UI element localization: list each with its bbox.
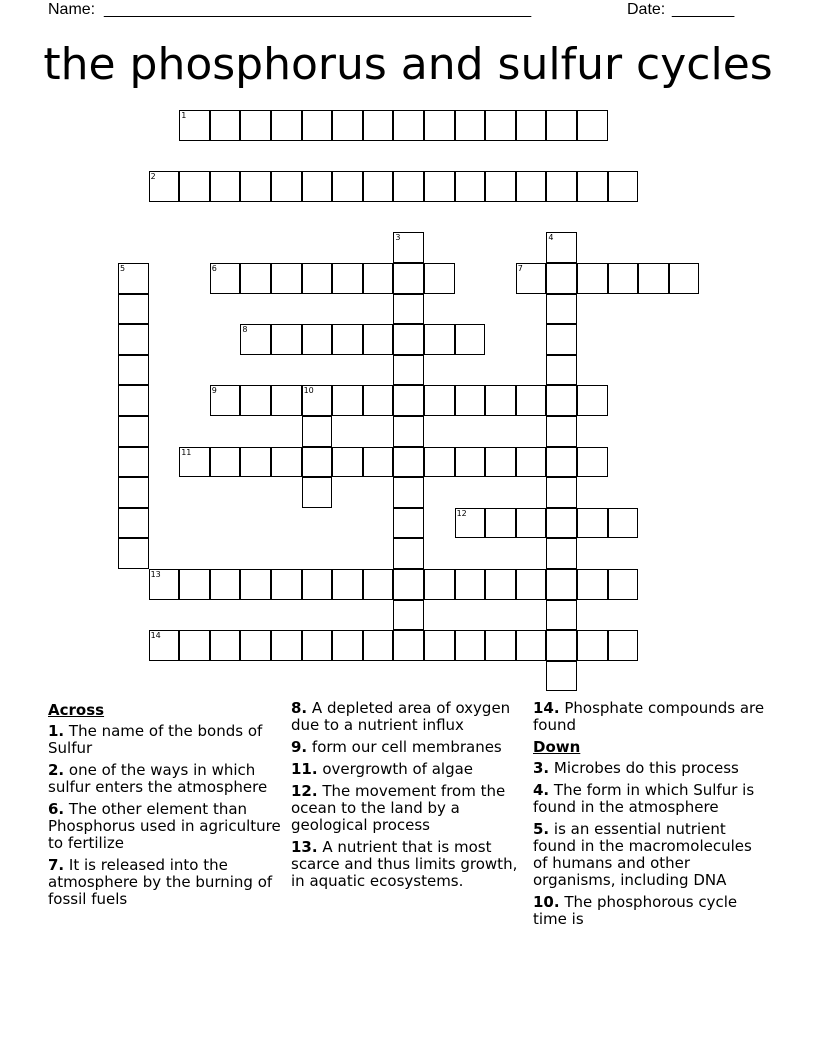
crossword-cell[interactable] — [424, 569, 455, 600]
clue-across-6 — [48, 801, 284, 852]
crossword-cell[interactable] — [669, 263, 700, 294]
crossword-cell[interactable] — [546, 416, 577, 447]
crossword-cell[interactable] — [393, 355, 424, 386]
crossword-cell[interactable] — [393, 294, 424, 325]
crossword-cell[interactable] — [577, 447, 608, 478]
crossword-cell[interactable] — [210, 110, 241, 141]
crossword-cell[interactable] — [546, 661, 577, 692]
across-heading: Across — [48, 701, 105, 719]
crossword-cell[interactable] — [577, 508, 608, 539]
crossword-cell[interactable] — [240, 385, 271, 416]
crossword-cell[interactable] — [302, 416, 333, 447]
crossword-cell[interactable] — [424, 171, 455, 202]
crossword-cell[interactable] — [118, 447, 149, 478]
crossword-cell[interactable] — [546, 569, 577, 600]
crossword-cell[interactable] — [485, 447, 516, 478]
crossword-cell[interactable] — [546, 508, 577, 539]
clue-number-label: 14 — [150, 631, 161, 641]
crossword-cell[interactable] — [424, 263, 455, 294]
crossword-cell[interactable] — [485, 110, 516, 141]
crossword-cell[interactable] — [271, 171, 302, 202]
crossword-cell[interactable] — [118, 416, 149, 447]
crossword-cell[interactable] — [118, 508, 149, 539]
clue-number: 6. — [48, 800, 65, 818]
clue-number-label: 2 — [150, 172, 156, 182]
crossword-cell[interactable] — [302, 630, 333, 661]
crossword-cell[interactable] — [118, 385, 149, 416]
clue-text: The name of the bonds of Sulfur — [48, 722, 263, 757]
crossword-cell[interactable] — [149, 171, 180, 202]
date-label: Date: — [627, 1, 666, 18]
clue-number: 4. — [533, 781, 550, 799]
crossword-cell[interactable] — [271, 263, 302, 294]
crossword-cell[interactable] — [393, 416, 424, 447]
crossword-cell[interactable] — [210, 385, 241, 416]
clue-number-label: 7 — [517, 264, 523, 273]
clue-number-label: 1 — [181, 111, 187, 120]
crossword-cell[interactable] — [332, 630, 363, 661]
clue-text: A nutrient that is most scarce and thus limits growth, in aquatic ecosystems. — [291, 838, 518, 890]
crossword-cell[interactable] — [363, 263, 394, 294]
crossword-cell[interactable] — [546, 538, 577, 569]
crossword-cell[interactable] — [363, 569, 394, 600]
crossword-cell[interactable] — [240, 171, 271, 202]
crossword-cell[interactable] — [118, 477, 149, 508]
clue-text: The form in which Sulfur is found in the atmosphere — [533, 781, 755, 816]
clue-across-13 — [291, 839, 527, 890]
crossword-cell[interactable] — [332, 324, 363, 355]
crossword-cell[interactable] — [179, 171, 210, 202]
clue-across-2 — [48, 762, 284, 796]
clue-text: The movement from the ocean to the land by a geological process — [291, 782, 506, 834]
crossword-cell[interactable] — [485, 385, 516, 416]
clue-text: A depleted area of oxygen due to a nutrient influx — [291, 699, 511, 734]
clue-number: 2. — [48, 761, 65, 779]
crossword-cell[interactable] — [546, 263, 577, 294]
clue-across-7 — [48, 857, 284, 908]
crossword-cell[interactable] — [546, 294, 577, 325]
crossword-cell[interactable] — [516, 110, 547, 141]
clue-number-label: 13 — [150, 570, 161, 579]
page-title: the phosphorus and sulfur cycles — [43, 39, 773, 90]
clue-text: Microbes do this process — [553, 759, 739, 777]
clue-number: 3. — [533, 759, 550, 777]
crossword-cell[interactable] — [424, 385, 455, 416]
crossword-cell[interactable] — [149, 630, 180, 661]
crossword-cell[interactable] — [577, 110, 608, 141]
crossword-cell[interactable] — [546, 385, 577, 416]
clue-number-label: 12 — [456, 508, 467, 518]
crossword-cell[interactable] — [332, 385, 363, 416]
crossword-cell[interactable] — [149, 569, 180, 600]
crossword-cell[interactable] — [210, 263, 241, 294]
crossword-cell[interactable] — [577, 569, 608, 600]
crossword-cell[interactable] — [332, 171, 363, 202]
crossword-cell[interactable] — [363, 385, 394, 416]
crossword-cell[interactable] — [271, 447, 302, 478]
crossword-cell[interactable] — [393, 171, 424, 202]
crossword-cell[interactable] — [393, 110, 424, 141]
clue-down-4 — [533, 782, 769, 816]
crossword-cell[interactable] — [118, 294, 149, 325]
crossword-cell[interactable] — [546, 477, 577, 508]
crossword-cell[interactable] — [455, 630, 486, 661]
crossword-cell[interactable] — [516, 447, 547, 478]
crossword-cell[interactable] — [393, 569, 424, 600]
crossword-cell[interactable] — [393, 263, 424, 294]
crossword-cell[interactable] — [271, 385, 302, 416]
clue-text: It is released into the atmosphere by the burning of fossil fuels — [48, 856, 273, 908]
crossword-cell[interactable] — [271, 630, 302, 661]
crossword-cell[interactable] — [424, 447, 455, 478]
crossword-cell[interactable] — [393, 600, 424, 631]
clue-number-label: 6 — [211, 264, 217, 273]
name-field[interactable]: ________________________________________________ — [104, 1, 532, 18]
crossword-cell[interactable] — [546, 171, 577, 202]
crossword-cell[interactable] — [240, 324, 271, 355]
clue-down-5 — [533, 821, 769, 889]
clue-text: form our cell membranes — [311, 738, 502, 756]
crossword-cell[interactable] — [546, 110, 577, 141]
crossword-cell[interactable] — [455, 385, 486, 416]
crossword-cell[interactable] — [608, 263, 639, 294]
clue-text: The phosphorous cycle time is — [533, 893, 738, 928]
clue-number: 8. — [291, 699, 308, 717]
name-label: Name: — [48, 1, 96, 18]
crossword-cell[interactable] — [179, 110, 210, 141]
crossword-cell[interactable] — [271, 110, 302, 141]
crossword-cell[interactable] — [455, 110, 486, 141]
crossword-cell[interactable] — [363, 630, 394, 661]
crossword-cell[interactable] — [393, 477, 424, 508]
crossword-cell[interactable] — [516, 385, 547, 416]
crossword-cell[interactable] — [302, 385, 333, 416]
clue-number-label: 8 — [242, 325, 248, 335]
crossword-cell[interactable] — [393, 508, 424, 539]
crossword-cell[interactable] — [455, 569, 486, 600]
clue-number: 11. — [291, 760, 318, 778]
crossword-cell[interactable] — [546, 324, 577, 355]
crossword-cell[interactable] — [608, 630, 639, 661]
clue-column-2 — [291, 700, 527, 895]
crossword-cell[interactable] — [577, 263, 608, 294]
crossword-cell[interactable] — [393, 385, 424, 416]
clue-number-label: 4 — [548, 233, 554, 243]
crossword-cell[interactable] — [363, 110, 394, 141]
crossword-cell[interactable] — [240, 569, 271, 600]
clue-across-12 — [291, 783, 527, 834]
clue-text: Phosphate compounds are found — [533, 699, 765, 734]
crossword-cell[interactable] — [210, 569, 241, 600]
crossword-cell[interactable] — [424, 110, 455, 141]
date-field[interactable]: _______ — [672, 1, 735, 18]
crossword-cell[interactable] — [608, 508, 639, 539]
crossword-cell[interactable] — [485, 171, 516, 202]
crossword-cell[interactable] — [424, 324, 455, 355]
crossword-cell[interactable] — [302, 447, 333, 478]
crossword-cell[interactable] — [608, 569, 639, 600]
crossword-cell[interactable] — [516, 171, 547, 202]
crossword-cell[interactable] — [240, 110, 271, 141]
clue-text: is an essential nutrient found in the macromolecules of humans and other organisms, including DNA — [533, 820, 752, 889]
clue-number-label: 9 — [211, 386, 217, 396]
crossword-cell[interactable] — [302, 110, 333, 141]
crossword-cell[interactable] — [393, 447, 424, 478]
crossword-cell[interactable] — [179, 630, 210, 661]
crossword-cell[interactable] — [332, 569, 363, 600]
clue-number: 13. — [291, 838, 318, 856]
clue-down-10 — [533, 894, 769, 928]
crossword-cell[interactable] — [332, 263, 363, 294]
crossword-cell[interactable] — [393, 232, 424, 263]
crossword-cell[interactable] — [516, 508, 547, 539]
crossword-cell[interactable] — [577, 385, 608, 416]
crossword-cell[interactable] — [118, 263, 149, 294]
crossword-cell[interactable] — [363, 324, 394, 355]
clue-number: 9. — [291, 738, 308, 756]
clue-text: overgrowth of algae — [322, 760, 474, 778]
crossword-cell[interactable] — [638, 263, 669, 294]
crossword-cell[interactable] — [424, 630, 455, 661]
crossword-cell[interactable] — [546, 232, 577, 263]
crossword-cell[interactable] — [516, 263, 547, 294]
crossword-cell[interactable] — [546, 600, 577, 631]
clue-number: 7. — [48, 856, 65, 874]
crossword-cell[interactable] — [363, 447, 394, 478]
crossword-cell[interactable] — [485, 508, 516, 539]
crossword-cell[interactable] — [577, 630, 608, 661]
clue-across-1 — [48, 723, 284, 757]
crossword-cell[interactable] — [455, 447, 486, 478]
crossword-cell[interactable] — [210, 630, 241, 661]
clue-number: 14. — [533, 699, 560, 717]
clue-across-14 — [533, 700, 769, 734]
crossword-cell[interactable] — [302, 171, 333, 202]
crossword-cell[interactable] — [302, 569, 333, 600]
clue-column-3 — [533, 700, 769, 933]
crossword-cell[interactable] — [485, 630, 516, 661]
crossword-cell[interactable] — [455, 324, 486, 355]
crossword-cell[interactable] — [516, 630, 547, 661]
crossword-cell[interactable] — [393, 324, 424, 355]
crossword-cell[interactable] — [118, 355, 149, 386]
clue-across-8 — [291, 700, 527, 734]
crossword-cell[interactable] — [577, 171, 608, 202]
crossword-cell[interactable] — [455, 171, 486, 202]
crossword-cell[interactable] — [546, 355, 577, 386]
crossword-cell[interactable] — [546, 630, 577, 661]
clue-number-label: 5 — [120, 264, 126, 273]
crossword-cell[interactable] — [455, 508, 486, 539]
clue-column-1 — [48, 700, 284, 913]
clue-number: 10. — [533, 893, 560, 911]
clue-number: 1. — [48, 722, 65, 740]
clue-number-label: 3 — [395, 233, 401, 243]
clue-number-label: 10 — [303, 386, 314, 396]
clue-number-label: 11 — [181, 447, 192, 457]
crossword-cell[interactable] — [516, 569, 547, 600]
crossword-cell[interactable] — [363, 171, 394, 202]
down-heading: Down — [533, 738, 581, 756]
crossword-cell[interactable] — [271, 569, 302, 600]
clue-number: 5. — [533, 820, 550, 838]
clue-text: one of the ways in which sulfur enters the atmosphere — [48, 761, 268, 796]
clue-number: 12. — [291, 782, 318, 800]
crossword-cell[interactable] — [210, 171, 241, 202]
crossword-cell[interactable] — [271, 324, 302, 355]
crossword-cell[interactable] — [332, 110, 363, 141]
crossword-cell[interactable] — [393, 630, 424, 661]
crossword-cell[interactable] — [302, 477, 333, 508]
clue-across-9 — [291, 739, 527, 756]
crossword-cell[interactable] — [332, 447, 363, 478]
crossword-cell[interactable] — [546, 447, 577, 478]
crossword-cell[interactable] — [240, 630, 271, 661]
crossword-cell[interactable] — [393, 538, 424, 569]
crossword-cell[interactable] — [485, 569, 516, 600]
clue-down-3 — [533, 760, 769, 777]
crossword-cell[interactable] — [118, 324, 149, 355]
crossword-cell[interactable] — [179, 569, 210, 600]
crossword-cell[interactable] — [608, 171, 639, 202]
crossword-cell[interactable] — [179, 447, 210, 478]
crossword-cell[interactable] — [118, 538, 149, 569]
clue-text: The other element than Phosphorus used in agriculture to fertilize — [48, 800, 281, 852]
crossword-cell[interactable] — [240, 447, 271, 478]
crossword-cell[interactable] — [302, 263, 333, 294]
crossword-cell[interactable] — [210, 447, 241, 478]
clue-across-11 — [291, 761, 527, 778]
crossword-cell[interactable] — [302, 324, 333, 355]
crossword-cell[interactable] — [240, 263, 271, 294]
